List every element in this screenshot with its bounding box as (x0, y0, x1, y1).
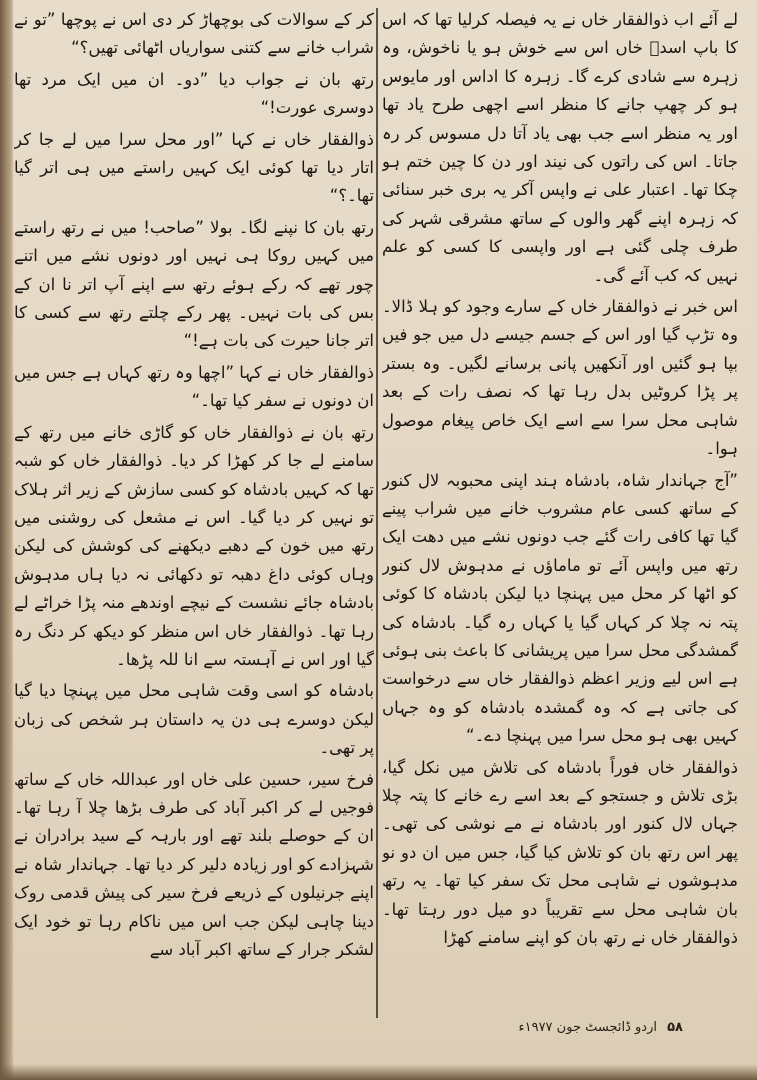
paragraph: رتھ بان نے جواب دیا ”دو۔ ان میں ایک مرد تھا دوسری عورت!“ (14, 69, 374, 118)
paragraph: فرخ سیر، حسین علی خاں اور عبداللہ خاں کے ساتھ فوجیں لے کر اکبر آباد کی طرف بڑھا چلا آ رہا تھا۔ ان کے حوصلے بلند تھے اور بارہہ کے سید برادران نے شہزادے کو اور زیادہ دلیر کر دیا تھا۔ جہاندار شاہ نے اپنے جرنیلوں کے ذریعے فرخ سیر کی پیش قدمی روک دینا چاہی لیکن جب اس میں ناکام رہا تو خود ایک لشکر جرار کے ساتھ اکبر آباد سے (14, 769, 374, 959)
paragraph: لے آئے اب ذوالفقار خاں نے یہ فیصلہ کرلیا تھا کہ اس کا باپ اسدؔ خاں اس سے خوش ہو یا ناخوش، وہ زہرہ سے شادی کرے گا۔ زہرہ کا اداس اور مایوس ہو کر چھپ جانے کا منظر اسے اچھی طرح یاد تھا اور یہ منظر اسے جب بھی یاد آتا دل مسوس کر رہ جاتا۔ اس کی راتوں کی نیند اور دن کا چین ختم ہو چکا تھا۔ اعتبار علی نے واپس آکر یہ بری خبر سنائی کہ زہرہ اپنے گھر والوں کے ساتھ مشرقی شہر کی طرف چلی گئی ہے اور واپسی کا کسی کو علم نہیں کہ کب آئے گی۔ (382, 10, 738, 285)
paragraph: ”آج جہاندار شاہ، بادشاہ ہند اپنی محبوبہ لال کنور کے ساتھ کسی عام مشروب خانے میں شراب پینے گیا تھا کافی رات گئے جب دونوں نشے میں دھت ایک رتھ میں واپس آئے تو ماماؤں نے مدہوش لال کنور کو اٹھا کر محل میں پہنچا دیا لیکن بادشاہ کا کوئی پتہ نہ چلا کر کہاں گیا یا کہاں رہ گیا۔ بادشاہ کی گمشدگی محل سرا میں پریشانی کا باعث بنی ہوئی ہے اس لیے وزیر اعظم ذوالفقار خاں سے درخواست کی جاتی ہے کہ وہ گمشدہ بادشاہ کو وہ جہاں کہیں بھی ہو محل سرا میں پہنچا دے۔“ (382, 470, 738, 746)
page-footer (518, 1020, 683, 1035)
paragraph: رتھ بان نے ذوالفقار خاں کو گاڑی خانے میں رتھ کے سامنے لے جا کر کھڑا کر دیا۔ ذوالفقار خاں کو شبہ تھا کہ کہیں بادشاہ کو کسی سازش کے زیر اثر ہلاک تو نہیں کر دیا گیا۔ اس نے مشعل کی روشنی میں رتھ میں خون کے دھبے دیکھنے کی کوشش کی لیکن وہاں کوئی داغ دھبہ تو دکھائی نہ دیا ہاں مدہوش بادشاہ جائے نشست کے نیچے اوندھے منہ پڑا خراٹے لے رہا تھا۔ ذوالفقار خاں اس منظر کو دیکھ کر دنگ رہ گیا اور اس نے آہستہ سے انا للہ پڑھا۔ (14, 422, 374, 669)
paragraph: کر کے سوالات کی بوچھاڑ کر دی اس نے پوچھا ”تو نے شراب خانے سے کتنی سواریاں اٹھائی تھیں؟“ (14, 10, 374, 58)
text-column-left (14, 6, 374, 1016)
page-edge-bottom (0, 1064, 757, 1080)
paragraph: ذوالفقار خاں نے کہا ”اور محل سرا میں لے جا کر اتار دیا تھا کوئی ایک کہیں راستے میں ہی اتر گیا تھا۔؟“ (14, 129, 374, 206)
paragraph: ذوالفقار خاں فوراً بادشاہ کی تلاش میں نکل گیا، بڑی تلاش و جستجو کے بعد اسے رے خانے کا پتہ چلا جہاں لال کنور اور بادشاہ نے مے نوشی کی تھی۔ پھر اس رتھ بان کو تلاش کیا گیا، جس میں ان دو نو مدہوشوں نے شاہی محل تک سفر کیا تھا۔ یہ رتھ بان شاہی محل سے تقریباً دو میل دور رہتا تھا۔ ذوالفقار خاں نے رتھ بان کو اپنے سامنے کھڑا (382, 757, 738, 947)
text-column-right (382, 6, 738, 1016)
page-number: ۵۸ (667, 1020, 683, 1035)
paragraph: بادشاہ کو اسی وقت شاہی محل میں پہنچا دیا گیا لیکن دوسرے ہی دن یہ داستان ہر شخص کی زبان پر تھی۔ (14, 681, 374, 758)
page-edge-shadow (0, 0, 14, 1080)
paragraph: اس خبر نے ذوالفقار خاں کے سارے وجود کو ہلا ڈالا۔ وہ تڑپ گیا اور اس کے جسم جیسے دل میں جو فیں بپا ہو گئیں اور آنکھیں پانی برسانے لگیں۔ وہ بستر پر پڑا کروٹیں بدل رہا تھا کہ نصف رات کے بعد شاہی محل سرا سے اسے ایک خاص پیغام موصول ہوا۔ (382, 297, 738, 459)
publication-name: اردو ڈائجسٹ جون ۱۹۷۷ء (518, 1020, 657, 1035)
paragraph: ذوالفقار خاں نے کہا ”اچھا وہ رتھ کہاں ہے جس میں ان دونوں نے سفر کیا تھا۔“ (14, 362, 374, 411)
paragraph: رتھ بان کا نپنے لگا۔ بولا ”صاحب! میں نے رتھ راستے میں کہیں روکا ہی نہیں اور دونوں نشے میں اتنے چور تھے کہ رکے ہوئے رتھ سے اپنے آپ اتر نا ان کے بس کی بات نہیں۔ پھر رکے چلتے رتھ سے کسی کا اتر جانا حیرت کی بات ہے!“ (14, 217, 374, 351)
column-divider (376, 8, 378, 1018)
